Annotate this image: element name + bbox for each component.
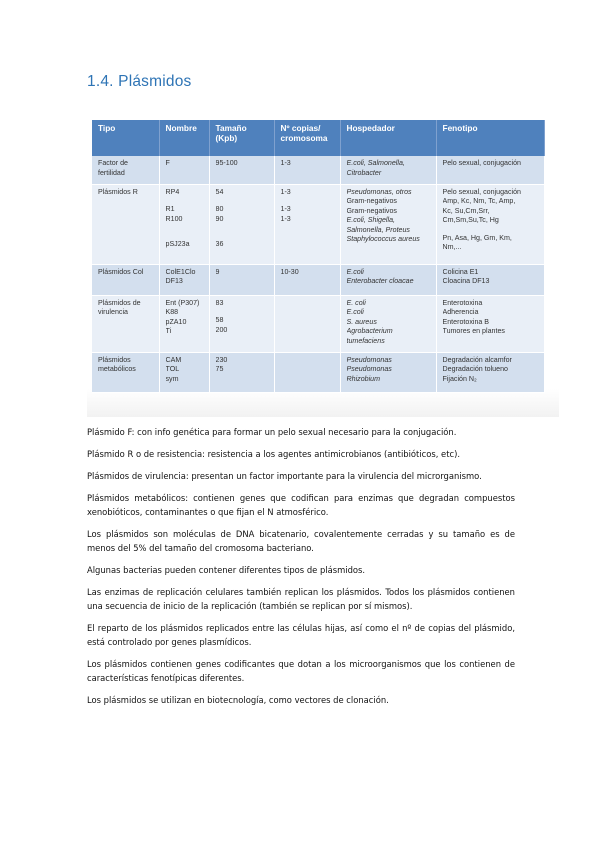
- cell-line: E.coli, Salmonella,: [346, 159, 405, 167]
- cell-line: 1-3: [280, 214, 291, 223]
- cell-tipo: [92, 156, 159, 184]
- paragraph: Los plásmidos contienen genes codificantes que dotan a los microorganismos que los contienen de características fenotípicas diferentes.: [87, 659, 515, 683]
- cell-line: Factor de: [98, 159, 128, 167]
- paragraph: Plásmidos metabólicos: contienen genes que codifican para enzimas que degradan compuestos xenobióticos, contaminantes o que fijan el N atmosférico.: [87, 493, 515, 517]
- cell-line: 36: [215, 240, 224, 249]
- table-row: [92, 295, 544, 352]
- cell-line: Plásmidos de: [98, 298, 141, 307]
- plasmid-table-image: [87, 119, 559, 417]
- cell-tamano: [209, 264, 274, 295]
- paragraph: Plásmido F: con info genética para formar un pelo sexual necesario para la conjugación.: [87, 427, 457, 437]
- cell-line: 54: [215, 187, 224, 196]
- cell-fenotipo: [436, 352, 544, 392]
- cell-line: 230: [215, 355, 228, 364]
- cell-line: E.coli: [346, 267, 364, 276]
- cell-line: Pn, Asa, Hg, Gm, Km,: [442, 233, 512, 242]
- cell-line: pSJ23a: [165, 240, 190, 249]
- cell-copias: [274, 295, 340, 352]
- cell-hospedador: [340, 352, 436, 392]
- cell-line: Ent (P307): [165, 298, 200, 307]
- cell-line: 1-3: [280, 187, 291, 196]
- cell-line: Enterotoxina B: [442, 317, 490, 326]
- header-tipo: Tipo: [92, 120, 159, 156]
- cell-line: sym: [165, 374, 179, 383]
- cell-tamano: [209, 295, 274, 352]
- cell-line: 1-3: [280, 205, 291, 214]
- paragraph: El reparto de los plásmidos replicados entre las células hijas, así como el nº de copias del plásmido, está controlado por genes plasmídicos.: [87, 623, 515, 647]
- cell-line: R1: [165, 205, 175, 214]
- cell-copias: [274, 184, 340, 264]
- cell-line: Enterobacter cloacae: [346, 277, 414, 286]
- cell-copias: [274, 352, 340, 392]
- cell-line: R100: [165, 214, 183, 223]
- cell-line: Degradación alcamfor: [442, 355, 512, 364]
- cell-line: metabólicos: [98, 365, 136, 374]
- paragraph: Plásmido R o de resistencia: resistencia a los agentes antimicrobianos (antibióticos, etc).: [87, 449, 461, 459]
- cell-line: CAM: [165, 355, 182, 364]
- cell-line: Plásmidos R: [98, 187, 138, 196]
- cell-line: Amp, Kc, Nm, Tc, Amp,: [442, 197, 516, 206]
- cell-line: Pelo sexual, conjugación: [442, 187, 521, 196]
- cell-tipo: [92, 352, 159, 392]
- header-hospedador: Hospedador: [340, 120, 436, 156]
- cell-line: F: [165, 159, 170, 167]
- header-tamano: Tamaño (Kpb): [209, 120, 274, 156]
- cell-fenotipo: [436, 184, 544, 264]
- cell-line: Cloacina DF13: [442, 277, 490, 286]
- cell-line: Rhizobium: [346, 374, 381, 383]
- cell-line: Gram-negativos: [346, 197, 397, 206]
- table-row: [92, 184, 544, 264]
- cell-line: Citrobacter: [346, 168, 382, 177]
- cell-line: Colicina E1: [442, 267, 479, 276]
- cell-fenotipo: [436, 156, 544, 184]
- header-fenotipo: Fenotipo: [436, 120, 544, 156]
- body-text: [87, 425, 515, 715]
- cell-line: Pseudomonas: [346, 365, 392, 374]
- cell-line: Agrobacterium: [346, 327, 393, 336]
- cell-line: 90: [215, 214, 224, 223]
- cell-line: 75: [215, 365, 224, 374]
- cell-line: K88: [165, 308, 179, 317]
- cell-line: 9: [215, 267, 220, 276]
- cell-tamano: [209, 184, 274, 264]
- cell-tipo: [92, 184, 159, 264]
- cell-line: Plásmidos: [98, 355, 131, 364]
- cell-line: Pelo sexual, conjugación: [442, 159, 521, 167]
- cell-tamano: [209, 156, 274, 184]
- paragraph: Los plásmidos se utilizan en biotecnología, como vectores de clonación.: [87, 695, 389, 705]
- paragraph: Las enzimas de replicación celulares también replican los plásmidos. Todos los plásmidos contienen una secuencia de inicio de la replicación (también se replican por sí mismos).: [87, 587, 515, 611]
- cell-nombre: [159, 184, 209, 264]
- cell-line: Tumores en plantes: [442, 327, 505, 336]
- cell-line: 58: [215, 316, 224, 325]
- paragraph: Algunas bacterias pueden contener diferentes tipos de plásmidos.: [87, 565, 366, 575]
- paragraph: Plásmidos de virulencia: presentan un factor importante para la virulencia del microrganismo.: [87, 471, 482, 481]
- cell-line: Ti: [165, 327, 172, 336]
- cell-fenotipo: [436, 264, 544, 295]
- cell-line: Nm,...: [442, 243, 462, 252]
- cell-line: 95-100: [215, 159, 238, 167]
- table-row: [92, 264, 544, 295]
- cell-line: RP4: [165, 187, 180, 196]
- cell-hospedador: [340, 264, 436, 295]
- cell-line: 10-30: [280, 267, 299, 276]
- cell-line: Gram-negativos: [346, 206, 397, 215]
- header-nombre: Nombre: [159, 120, 209, 156]
- cell-line: Staphylococcus aureus: [346, 235, 420, 244]
- cell-line: Fijación N₂: [442, 374, 477, 383]
- cell-hospedador: [340, 184, 436, 264]
- cell-line: ColE1Clo: [165, 267, 196, 276]
- cell-line: Kc, Su,Cm,Srr,: [442, 206, 490, 215]
- cell-line: 200: [215, 325, 228, 334]
- cell-line: 1-3: [280, 159, 291, 167]
- cell-line: 80: [215, 205, 224, 214]
- cell-copias: [274, 156, 340, 184]
- cell-tipo: [92, 264, 159, 295]
- cell-line: DF13: [165, 277, 183, 286]
- cell-line: tumefaciens: [346, 336, 385, 345]
- cell-line: 83: [215, 298, 224, 307]
- cell-tipo: [92, 295, 159, 352]
- cell-line: Pseudomonas: [346, 355, 392, 364]
- cell-tamano: [209, 352, 274, 392]
- cell-nombre: [159, 156, 209, 184]
- cell-line: Cm,Sm,Su,Tc, Hg: [442, 216, 499, 225]
- table-row: [92, 352, 544, 392]
- header-copias: Nº copias/ cromosoma: [274, 120, 340, 156]
- cell-hospedador: [340, 156, 436, 184]
- cell-fenotipo: [436, 295, 544, 352]
- paragraph: Los plásmidos son moléculas de DNA bicatenario, covalentemente cerradas y su tamaño es de menos del 5% del tamaño del cromosoma bacteriano.: [87, 529, 515, 553]
- plasmid-table: [92, 120, 545, 393]
- cell-line: E.coli: [346, 308, 364, 317]
- cell-line: Salmonella, Proteus: [346, 225, 410, 234]
- cell-nombre: [159, 295, 209, 352]
- cell-line: Adherencia: [442, 308, 479, 317]
- cell-line: Pseudomonas, otros: [346, 187, 412, 196]
- cell-nombre: [159, 352, 209, 392]
- cell-hospedador: [340, 295, 436, 352]
- section-heading: 1.4. Plásmidos: [87, 73, 192, 90]
- cell-line: Degradación tolueno: [442, 365, 508, 374]
- cell-line: E.coli, Shigella,: [346, 216, 395, 225]
- cell-line: pZA10: [165, 317, 187, 326]
- cell-nombre: [159, 264, 209, 295]
- cell-line: fertilidad: [98, 168, 125, 177]
- cell-line: S. aureus: [346, 317, 377, 326]
- cell-copias: [274, 264, 340, 295]
- cell-line: virulencia: [98, 308, 128, 317]
- cell-line: TOL: [165, 365, 180, 374]
- cell-line: Plásmidos Col: [98, 267, 144, 276]
- cell-line: Enterotoxina: [442, 298, 483, 307]
- table-row: [92, 156, 544, 184]
- table-header-row: [92, 120, 544, 156]
- cell-line: E. coli: [346, 298, 366, 307]
